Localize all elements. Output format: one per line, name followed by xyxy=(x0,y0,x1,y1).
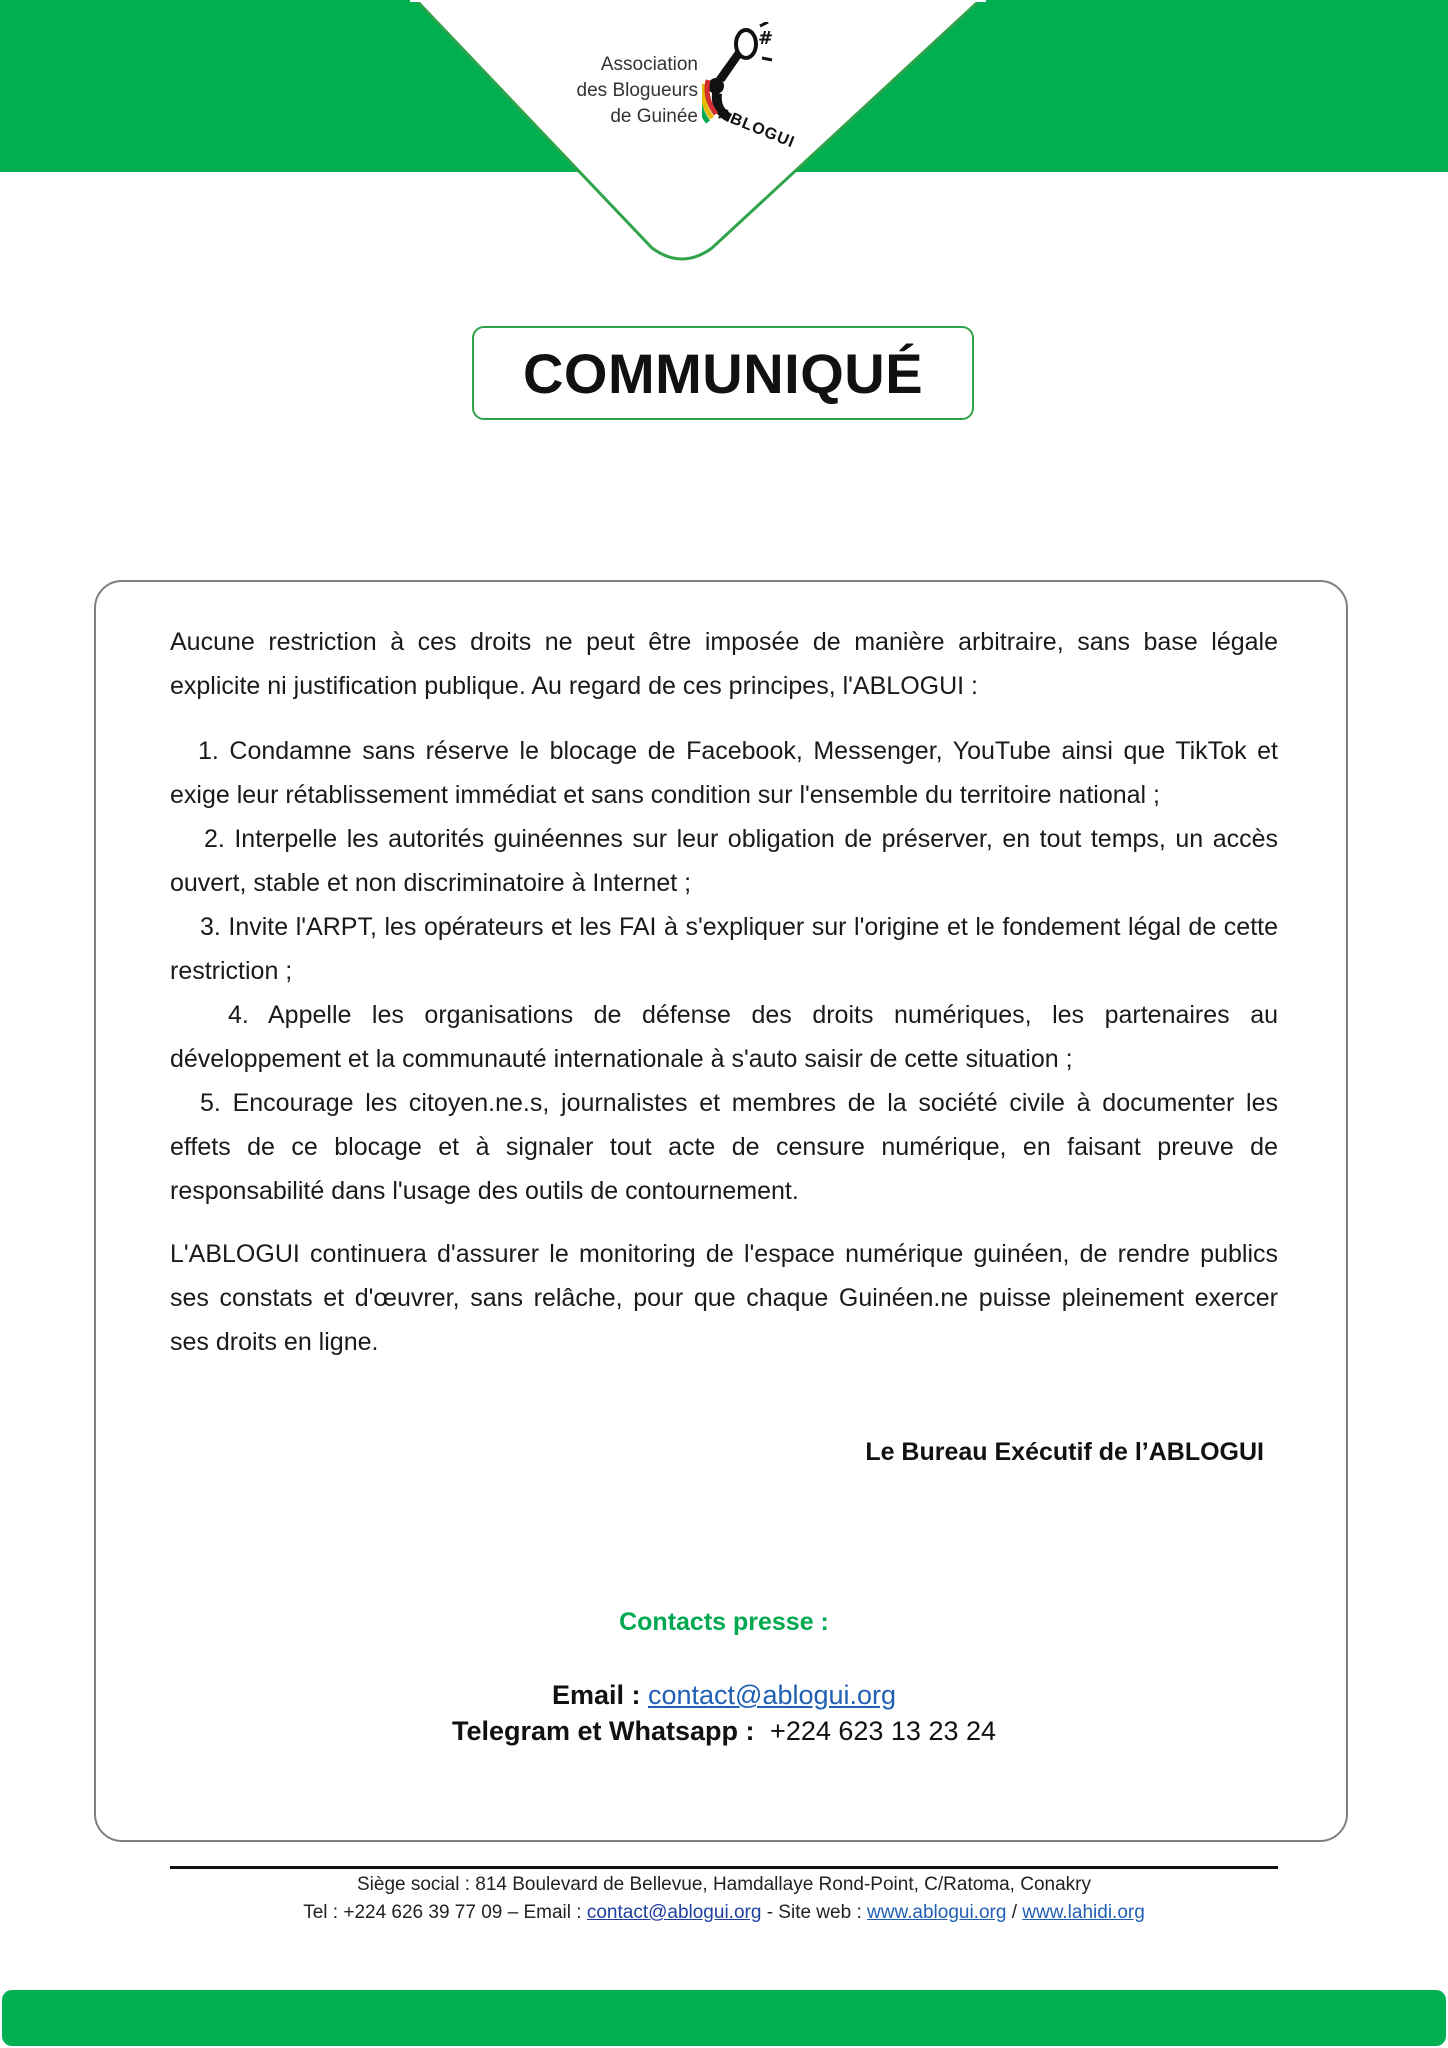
footer-site-link-ablogui[interactable]: www.ablogui.org xyxy=(867,1902,1007,1923)
list-item: 2. Interpelle les autorités guinéennes sur leur obligation de préserver, en tout temps, un accès ouvert, stable et non discriminatoire à Internet ; xyxy=(170,825,1278,897)
footer-tel: Tel : +224 626 39 77 09 – Email : xyxy=(303,1902,582,1923)
list-item: 3. Invite l'ARPT, les opérateurs et les FAI à s'expliquer sur l'origine et le fondement légal de cette restriction ; xyxy=(170,913,1278,985)
closing-paragraph: L'ABLOGUI continuera d'assurer le monitoring de l'espace numérique guinéen, de rendre publics ses constats et d'œuvrer, sans relâche, pour que chaque Guinéen.ne puisse pleinement exercer ses droits en ligne. xyxy=(170,1240,1278,1356)
footer-site-label: - Site web : xyxy=(766,1902,862,1923)
signature: Le Bureau Exécutif de l’ABLOGUI xyxy=(865,1438,1264,1466)
logo-text xyxy=(556,52,698,130)
footer-site-link-lahidi[interactable]: www.lahidi.org xyxy=(1022,1902,1145,1923)
footer-email-link[interactable]: contact@ablogui.org xyxy=(586,1902,762,1923)
demands-list xyxy=(170,729,1278,1213)
list-item: 4. Appelle les organisations de défense des droits numériques, les partenaires au développement et la communauté internationale à s'auto saisir de cette situation ; xyxy=(170,1001,1278,1073)
svg-text:#: # xyxy=(758,28,774,49)
page-title: COMMUNIQUÉ xyxy=(522,341,924,405)
footer-divider xyxy=(170,1866,1278,1869)
logo-line-2: des Blogueurs xyxy=(576,80,698,101)
footer-contacts xyxy=(0,1902,1448,1924)
list-item: 5. Encourage les citoyen.ne.s, journalistes et membres de la société civile à documenter les effets de ce blocage et à signaler tout acte de censure numérique, en faisant preuve de responsabilité dans l'usage des outils de contournement. xyxy=(170,1089,1278,1205)
logo-line-1: Association xyxy=(600,54,698,75)
phone-label: Telegram et Whatsapp : xyxy=(451,1716,755,1746)
contact-email-line xyxy=(0,1680,1448,1711)
email-label: Email : xyxy=(551,1680,641,1710)
phone-value: +224 623 13 23 24 xyxy=(770,1716,997,1746)
logo-mark-text: ABLOGUI xyxy=(715,105,798,152)
bottom-band xyxy=(2,1990,1446,2046)
logo-line-3: de Guinée xyxy=(610,106,698,127)
contact-phone-line xyxy=(0,1716,1448,1747)
footer-address: Siège social : 814 Boulevard de Bellevue, Hamdallaye Rond-Point, C/Ratoma, Conakry xyxy=(356,1874,1091,1895)
footer-separator: / xyxy=(1011,1902,1017,1923)
intro-paragraph: Aucune restriction à ces droits ne peut être imposée de manière arbitraire, sans base légale explicite ni justification publique. Au regard de ces principes, l'ABLOGUI : xyxy=(170,628,1278,700)
title-box xyxy=(472,326,974,420)
contact-email-link[interactable]: contact@ablogui.org xyxy=(647,1680,897,1710)
contacts-title: Contacts presse : xyxy=(619,1608,829,1636)
list-item: 1. Condamne sans réserve le blocage de Facebook, Messenger, YouTube ainsi que TikTok et exige leur rétablissement immédiat et sans condition sur l'ensemble du territoire national ; xyxy=(170,737,1278,809)
ablogui-logo xyxy=(556,22,798,152)
